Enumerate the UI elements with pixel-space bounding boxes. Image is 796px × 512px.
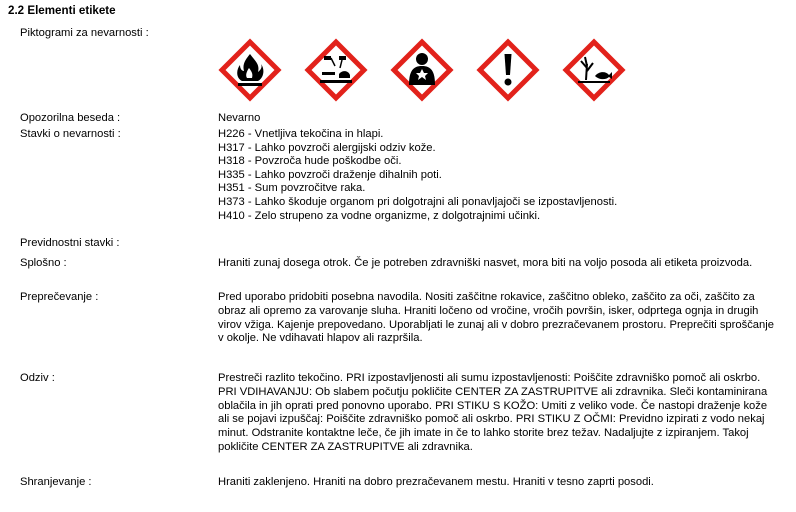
pictogram-row [218,38,638,98]
exclamation-mark-icon [476,38,540,102]
hazard-statements-label: Stavki o nevarnosti : [20,128,121,140]
flame-icon [218,38,282,102]
storage-label: Shranjevanje : [20,476,92,488]
storage-text: Hraniti zaklenjeno. Hraniti na dobro prezračevanem mestu. Hraniti v tesno zaprti posodi. [218,476,654,488]
signal-word-label: Opozorilna beseda : [20,112,121,124]
response-label: Odziv : [20,372,55,384]
general-label: Splošno : [20,257,67,269]
hazard-statement: H335 - Lahko povzroči draženje dihalnih poti. [218,168,442,181]
signal-word-value: Nevarno [218,112,261,124]
health-hazard-icon [390,38,454,102]
hazard-statement: H410 - Zelo strupeno za vodne organizme, z dolgotrajnimi učinki. [218,209,541,222]
hazard-statement: H317 - Lahko povzroči alergijski odziv kože. [218,141,436,154]
corrosion-icon [304,38,368,102]
prevention-text: Pred uporabo pridobiti posebna navodila. Nositi zaščitne rokavice, zaščitno obleko, zaščito za oči, zaščito za obraz ali opremo za varovanje sluha. Hraniti ločeno od vročine, vročih površin, isker, odprtega ognja in drugih virov vžiga. Kajenje prepovedano. Uporabljati le zunaj ali v dobro prezračevanem prostoru. Preprečiti sproščanje v okolje. Ne vdihavati hlapov ali razpršila. [218,291,774,345]
hazard-statement: H373 - Lahko škoduje organom pri dolgotrajni ali ponavljajoči se izpostavljenosti. [218,195,618,208]
hazard-statement: H318 - Povzroča hude poškodbe oči. [218,155,402,168]
hazard-statement: H351 - Sum povzročitve raka. [218,182,366,195]
environment-icon [562,38,626,102]
hazard-statement: H226 - Vnetljiva tekočina in hlapi. [218,128,384,140]
pictograms-label: Piktogrami za nevarnosti : [20,27,149,39]
prevention-label: Preprečevanje : [20,291,99,303]
precautionary-label: Previdnostni stavki : [20,237,120,249]
hazard-statements-list [218,128,778,223]
general-text: Hraniti zunaj dosega otrok. Če je potreben zdravniški nasvet, mora biti na voljo posoda ali etiketa proizvoda. [218,257,753,269]
response-text: Prestreči razlito tekočino. PRI izpostavljenosti ali sumu izpostavljenosti: Poiščite zdravniško pomoč ali oskrbo. PRI VDIHAVANJU: Ob slabem počutju pokličite CENTER ZA ZASTRUPITVE ali zdravnika. Sleči kontaminirana oblačila in jih oprati pred ponovno uporabo. PRI STIKU S KOŽO: Umiti z veliko vode. Če nastopi draženje kože ali se pojavi izpuščaj: Poiščite zdravniško pomoč ali oskrbo. PRI STIKU Z OČMI: Previdno izpirati z vodo nekaj minut. Odstranite kontaktne leče, če jih imate in če to lahko storite brez težav. Nadaljujte z izpiranjem. Takoj pokličite CENTER ZA ZASTRUPITVE ali zdravnika. [218,372,768,453]
section-title: 2.2 Elementi etikete [8,4,116,17]
